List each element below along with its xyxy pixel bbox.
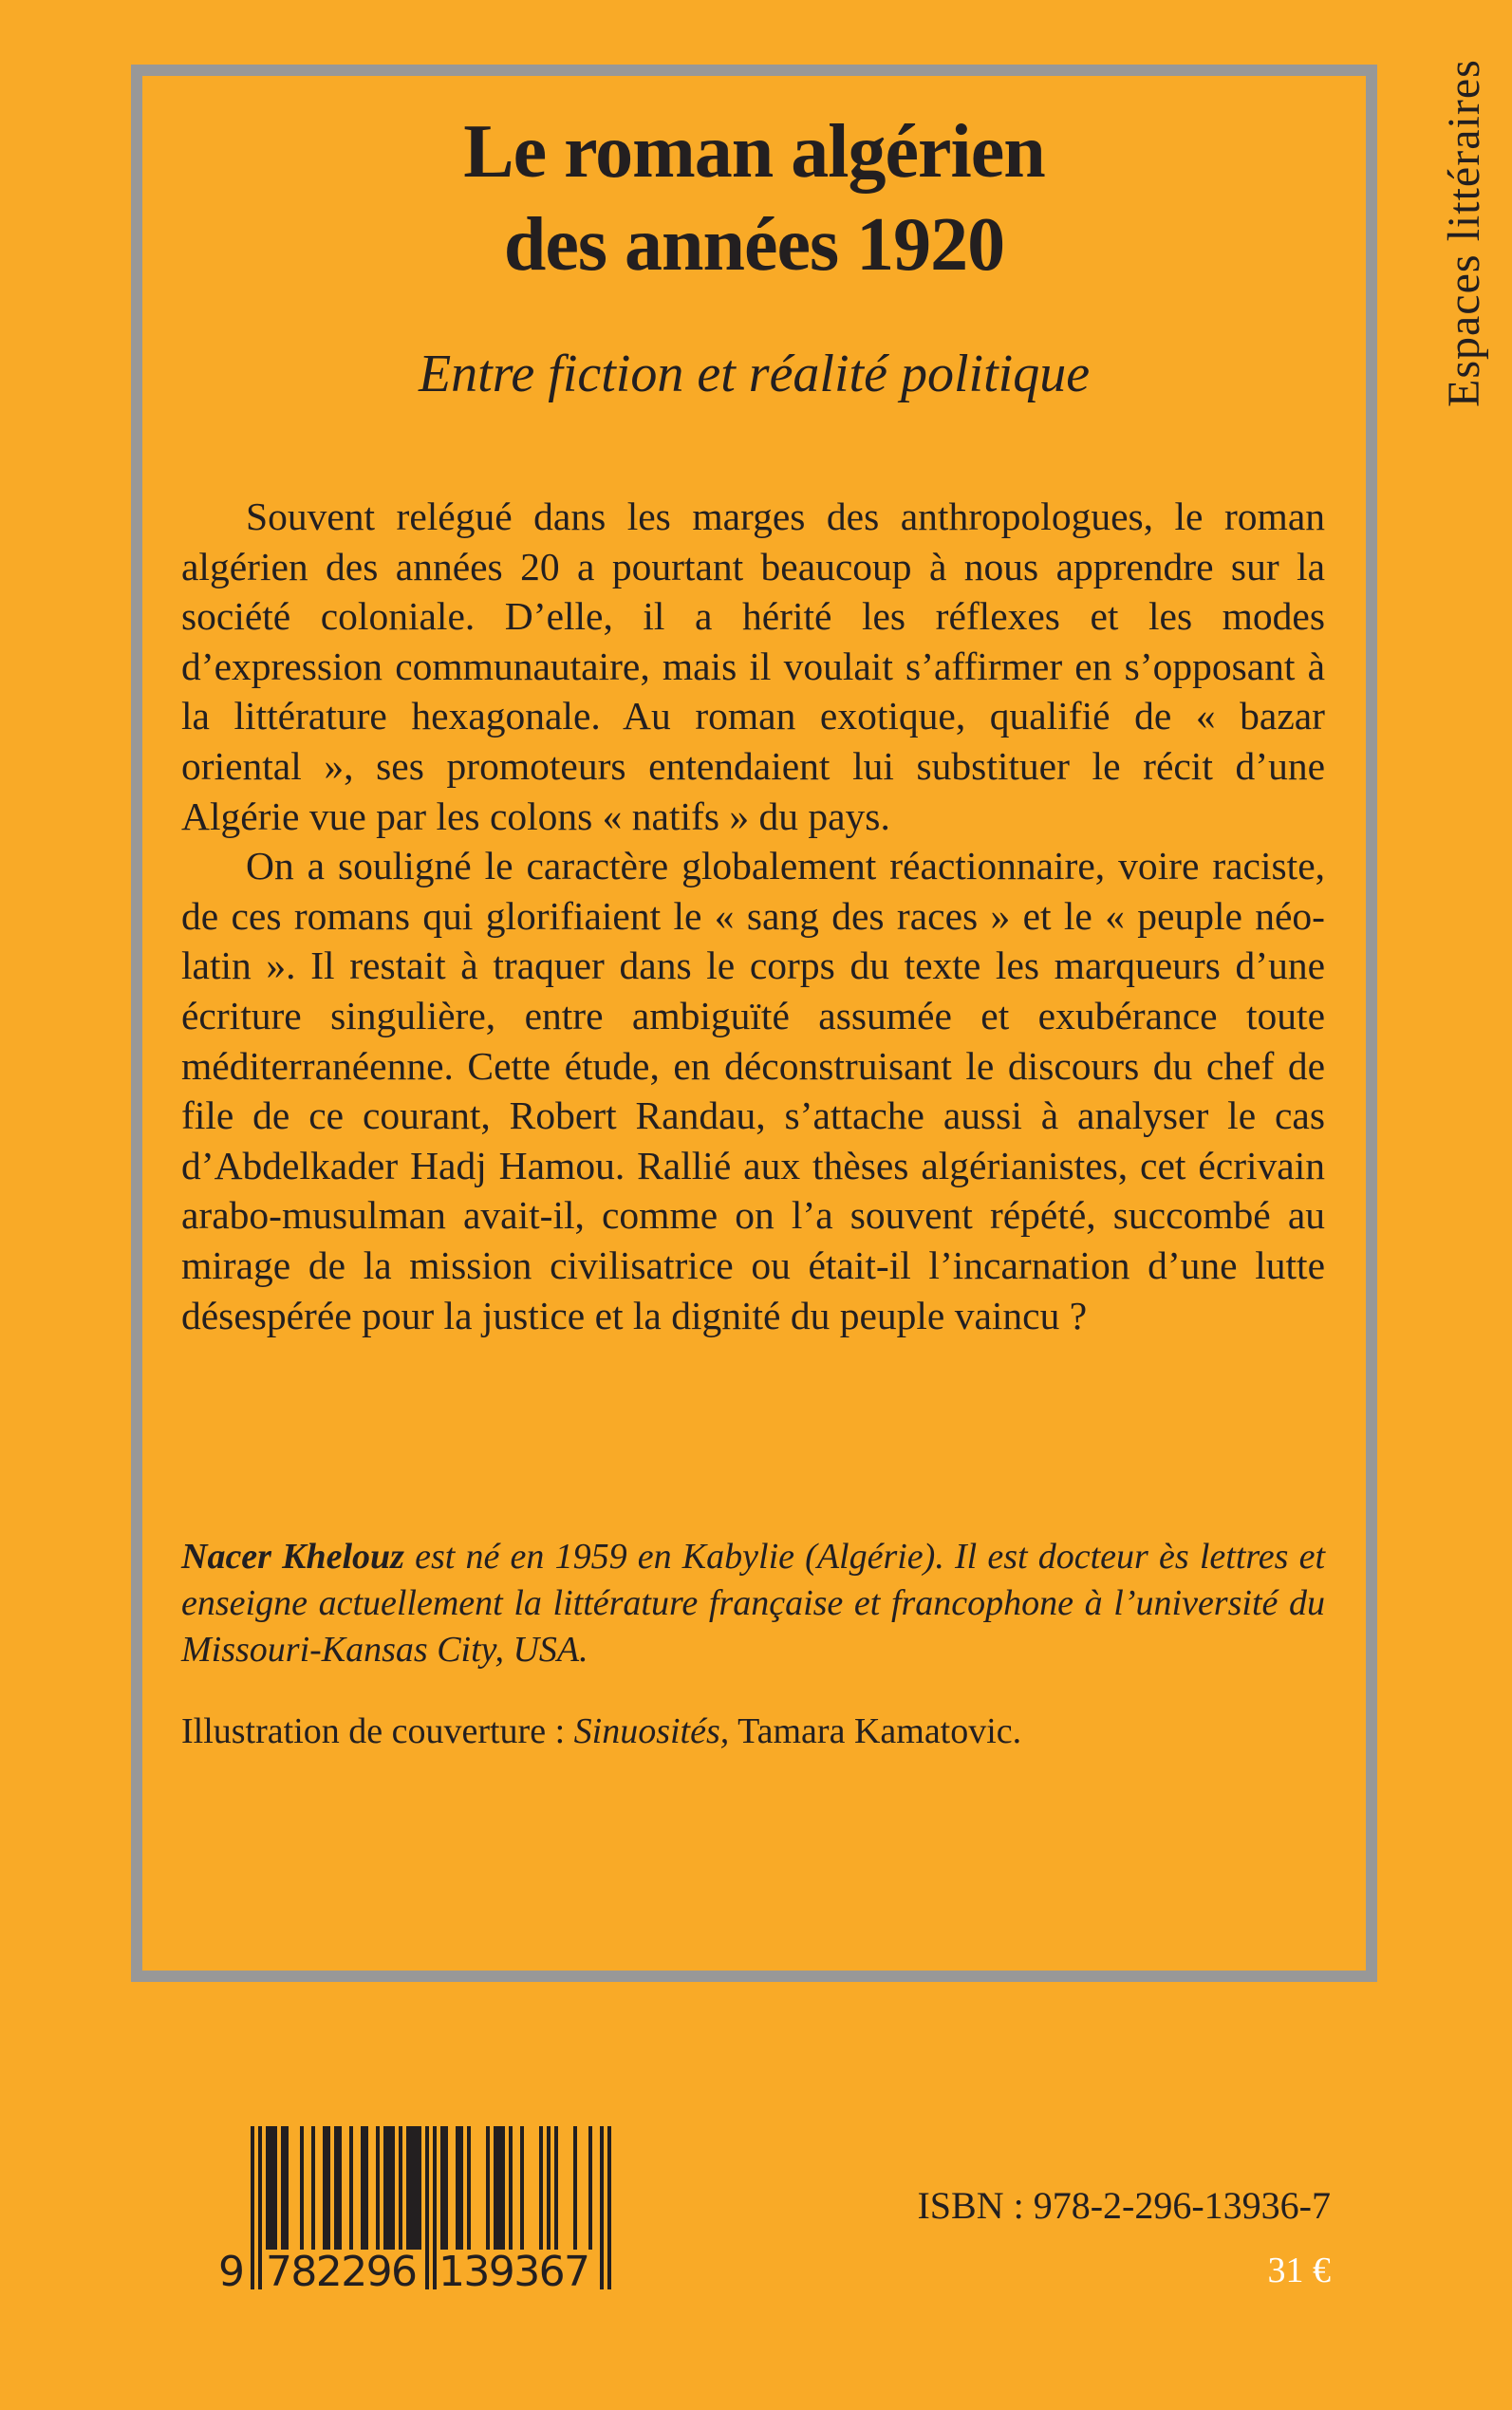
barcode-bar (501, 2126, 505, 2250)
barcode-bar (323, 2126, 327, 2250)
barcode-bar (547, 2126, 551, 2250)
price: 31 € (1267, 2251, 1331, 2290)
blurb (181, 492, 1325, 1340)
barcode-bar (425, 2126, 429, 2289)
barcode-bar (520, 2126, 524, 2250)
isbn: ISBN : 978-2-296-13936-7 (917, 2184, 1331, 2227)
barcode-bar (285, 2126, 289, 2250)
barcode-bar (361, 2126, 364, 2250)
barcode-bar (273, 2126, 277, 2250)
barcode-digits-right: 139367 (439, 2248, 590, 2292)
barcode-bar (327, 2126, 330, 2250)
barcode-digit-first: 9 (218, 2248, 245, 2292)
barcode-bar (456, 2126, 459, 2250)
illustration-credit (181, 1710, 1021, 1752)
barcode-bar (281, 2126, 285, 2250)
barcode-bar (433, 2126, 437, 2289)
barcode-digits-left: 782296 (266, 2248, 418, 2292)
barcode-bar (376, 2126, 380, 2250)
illustration-artist: Tamara Kamatovic. (729, 1711, 1022, 1751)
barcode-bar (554, 2126, 558, 2250)
barcode-bar (600, 2126, 604, 2289)
barcode-bar (387, 2126, 391, 2250)
barcode-bar (588, 2126, 592, 2250)
barcode-bar (607, 2126, 611, 2289)
barcode-bar (270, 2126, 273, 2250)
barcode-bar (444, 2126, 448, 2250)
barcode-bar (349, 2126, 353, 2250)
barcode-bar (410, 2126, 414, 2250)
barcode-bar (467, 2126, 471, 2250)
blurb-paragraph: On a souligné le caractère globalement réactionnaire, voire raciste, de ces romans qui glorifiaient le « sang des races » et le « peuple néo-latin ». Il restait à traquer dans le corps du texte les marqueurs d’une écriture singulière, entre ambiguïté assumée et exubérance toute méditerranéenne. Cette étude, en déconstruisant le discours du chef de file de ce courant, Robert Randau, s’attache aussi à analyser le cas d’Abdelkader Hadj Hamou. Rallié aux thèses algérianistes, cet écrivain arabo-musulman avait-il, comme on l’a souvent répété, succombé au mirage de la mission civilisatrice ou était-il l’incarnation d’une lutte désespérée pour la justice et la dignité du peuple vaincu ? (181, 844, 1325, 1337)
barcode (218, 2126, 617, 2292)
series-name: Espaces littéraires (1439, 59, 1489, 407)
barcode-bar (338, 2126, 342, 2250)
barcode-bar (251, 2126, 254, 2289)
barcode-bar (311, 2126, 315, 2250)
barcode-bar (573, 2126, 577, 2250)
barcode-bar (459, 2126, 463, 2250)
barcode-bar (300, 2126, 304, 2250)
author-bio (181, 1534, 1325, 1673)
illustration-label: Illustration de couverture : (181, 1711, 574, 1751)
barcode-bar (391, 2126, 395, 2250)
barcode-bar (383, 2126, 387, 2250)
barcode-bar (266, 2126, 270, 2250)
barcode-bar (486, 2126, 490, 2250)
author-name: Nacer Khelouz (181, 1537, 404, 1577)
barcode-bar (509, 2126, 513, 2250)
subtitle: Entre fiction et réalité politique (418, 345, 1091, 403)
barcode-bar (494, 2126, 497, 2250)
illustration-title: Sinuosités, (573, 1711, 730, 1751)
barcode-bar (440, 2126, 444, 2250)
blurb-paragraph: Souvent relégué dans les marges des anthropologues, le roman algérien des années 20 a pourtant beaucoup à nous apprendre sur la société coloniale. D’elle, il a hérité les réflexes et les modes d’expression communautaire, mais il voulait s’affirmer en s’opposant à la littérature hexagonale. Au roman exotique, qualifié de « bazar oriental », ses promoteurs entendaient lui substituer le récit d’une Algérie vue par les colons « natifs » du pays. (181, 495, 1325, 838)
barcode-bar (497, 2126, 501, 2250)
title-line-2: des années 1920 (503, 203, 1005, 287)
barcode-bar (418, 2126, 421, 2250)
barcode-bar (399, 2126, 402, 2250)
barcode-bar (364, 2126, 368, 2250)
barcode-bar (406, 2126, 410, 2250)
barcode-bar (258, 2126, 262, 2289)
barcode-bar (539, 2126, 543, 2250)
barcode-bar (334, 2126, 338, 2250)
author-bio-text: est né en 1959 en Kabylie (Algérie). Il est docteur ès lettres et enseigne actuellement la littérature française et francophone à l’université du Missouri-Kansas City, USA. (181, 1537, 1326, 1670)
title-line-1: Le roman algérien (463, 110, 1045, 194)
barcode-bar (414, 2126, 418, 2250)
